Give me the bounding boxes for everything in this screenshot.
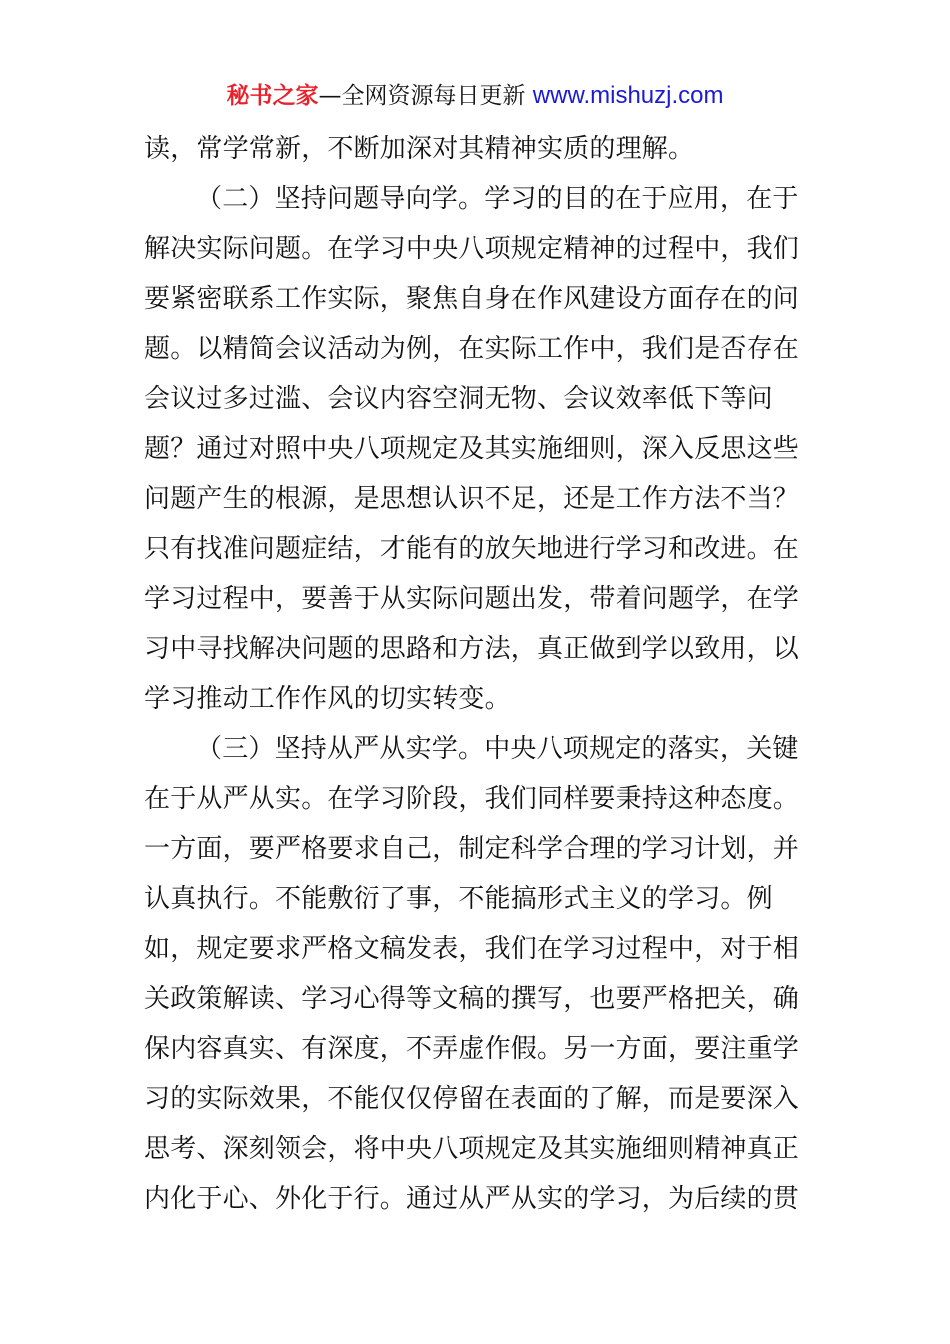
text-line: 关政策解读、学习心得等文稿的撰写，也要严格把关，确 <box>144 984 800 1014</box>
text-line: 学习推动工作作风的切实转变。 <box>144 684 511 714</box>
text-line: 读，常学常新，不断加深对其精神实质的理解。 <box>144 134 695 164</box>
text-line: 在于从严从实。在学习阶段，我们同样要秉持这种态度。 <box>144 784 800 814</box>
text-line: 思考、深刻领会，将中央八项规定及其实施细则精神真正 <box>144 1134 800 1164</box>
text-line: 会议过多过滥、会议内容空洞无物、会议效率低下等问 <box>144 384 773 414</box>
site-brand: 秘书之家 <box>226 83 319 109</box>
text-line: 题？通过对照中央八项规定及其实施细则，深入反思这些 <box>144 434 800 464</box>
text-line: 学习过程中，要善于从实际问题出发，带着问题学，在学 <box>144 584 800 614</box>
text-line: 解决实际问题。在学习中央八项规定精神的过程中，我们 <box>144 234 800 264</box>
text-line: 题。以精简会议活动为例，在实际工作中，我们是否存在 <box>144 334 800 364</box>
site-header <box>0 80 950 112</box>
text-line: 一方面，要严格要求自己，制定科学合理的学习计划，并 <box>144 834 800 864</box>
text-line: 只有找准问题症结，才能有的放矢地进行学习和改进。在 <box>144 534 800 564</box>
text-line: 认真执行。不能敷衍了事，不能搞形式主义的学习。例 <box>144 884 773 914</box>
text-line: 保内容真实、有深度，不弄虚作假。另一方面，要注重学 <box>144 1034 800 1064</box>
text-line: 如，规定要求严格文稿发表，我们在学习过程中，对于相 <box>144 934 800 964</box>
site-tagline: —全网资源每日更新 <box>318 83 533 109</box>
text-line: 内化于心、外化于行。通过从严从实的学习，为后续的贯 <box>144 1184 800 1214</box>
text-line: 要紧密联系工作实际，聚焦自身在作风建设方面存在的问 <box>144 284 800 314</box>
document-body <box>144 128 814 1228</box>
text-line: 习的实际效果，不能仅仅停留在表面的了解，而是要深入 <box>144 1084 800 1114</box>
site-url-link[interactable]: www.mishuzj.com <box>532 82 724 109</box>
section-2-heading-line: （二）坚持问题导向学。学习的目的在于应用，在于 <box>196 184 799 214</box>
text-line: 习中寻找解决问题的思路和方法，真正做到学以致用，以 <box>144 634 800 664</box>
section-3-heading-line: （三）坚持从严从实学。中央八项规定的落实，关键 <box>196 734 799 764</box>
text-line: 问题产生的根源，是思想认识不足，还是工作方法不当？ <box>144 484 800 514</box>
